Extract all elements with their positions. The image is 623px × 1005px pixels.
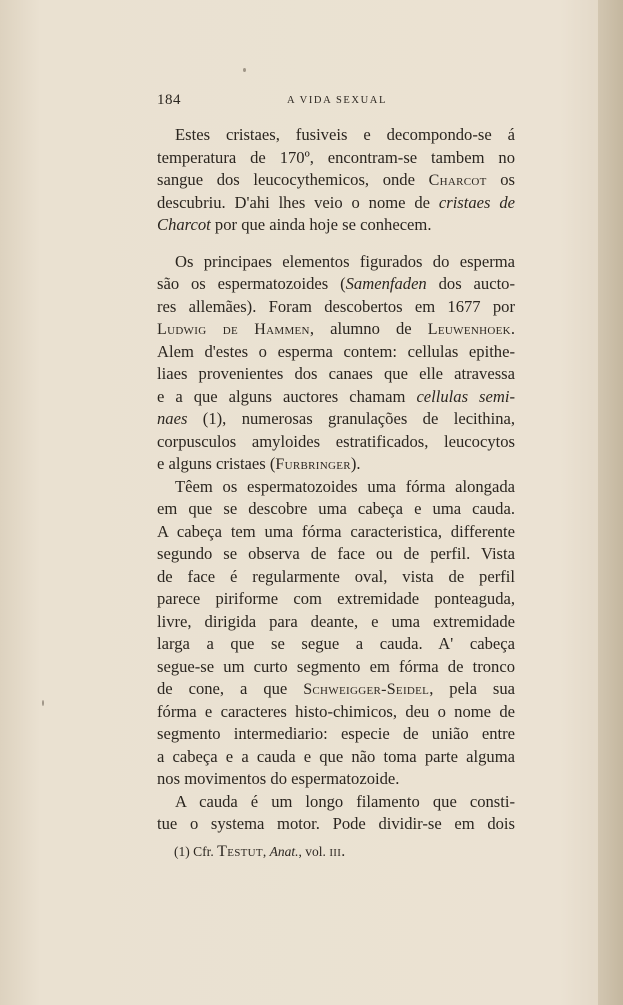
text-line: e a que alguns auctores chamam cellulas semi- — [157, 386, 515, 406]
text-line: e alguns cristaes (Furbringer). — [157, 454, 361, 473]
text-line: Os principaes elementos figurados do esperma — [175, 251, 515, 271]
text-line: sangue dos leucocythemicos, onde Charcot os — [157, 170, 516, 189]
text-line: em que se descobre uma cabeça e uma cauda. — [157, 499, 515, 518]
text-line: Têem os espermatozoides uma fórma alongada — [175, 476, 515, 496]
running-head — [157, 92, 517, 112]
paper-speck — [243, 68, 246, 72]
text-line: naes (1), numerosas granulações de lecithina, — [157, 409, 515, 428]
text-line: a cabeça e a cauda e que não toma parte alguma — [157, 746, 515, 766]
text-line: Alem d'estes o esperma contem: cellulas epithe- — [157, 341, 515, 361]
text-line: são os espermatozoides (Samenfaden dos aucto- — [157, 274, 515, 293]
text-line: descubriu. D'ahi lhes veio o nome de cristaes de — [157, 192, 515, 212]
author-name: Charcot — [428, 172, 487, 189]
text-line: nos movimentos do espermatozoide. — [157, 769, 400, 788]
author-name: Schweigger-Seidel — [303, 681, 430, 698]
text-line: Estes cristaes, fusiveis e decompondo-se á — [175, 125, 515, 144]
text-line: parece piriforme com extremidade ponteaguda, — [157, 589, 515, 608]
author-name: Ludwig de Hammen — [157, 321, 310, 338]
text-line: Ludwig de Hammen, alumno de Leuwenhoek. — [157, 319, 515, 338]
text-line: liaes provenientes dos canaes que elle atravessa — [157, 364, 515, 383]
text-line: corpusculos amyloides estratificados, leucocytos — [157, 431, 515, 451]
footnote: (1) Cfr. Testut, Anat., vol. iii. — [174, 843, 346, 860]
page-number: 184 — [157, 92, 181, 108]
paper-speck — [42, 700, 44, 706]
author-name: Leuwenhoek — [427, 321, 511, 338]
text-line: A cabeça tem uma fórma caracteristica, differente — [157, 521, 515, 541]
text-line: tue o systema motor. Pode dividir-se em dois — [157, 814, 515, 833]
text-line: livre, dirigida para deante, e uma extremidade — [157, 611, 515, 631]
page-edge — [598, 0, 623, 1005]
text-line: temperatura de 170º, encontram-se tambem no — [157, 147, 515, 167]
author-name: Furbringer — [275, 456, 351, 473]
text-line: de cone, a que Schweigger-Seidel, pela sua — [157, 679, 515, 698]
text-line: res allemães). Foram descobertos em 1677 por — [157, 296, 515, 316]
text-line: segundo se observa de face ou de perfil. Vista — [157, 544, 515, 563]
text-line: segmento intermediario: especie de união entre — [157, 724, 515, 743]
text-line: A cauda é um longo filamento que consti- — [175, 791, 515, 811]
text-line: larga a que se segue a cauda. A' cabeça — [157, 634, 515, 653]
author-name: Testut — [217, 843, 263, 860]
text-line: fórma e caracteres histo-chimicos, deu o nome de — [157, 701, 515, 721]
text-line: Charcot por que ainda hoje se conhecem. — [157, 215, 432, 234]
running-title: A VIDA SEXUAL — [287, 95, 387, 106]
text-line: segue-se um curto segmento em fórma de tronco — [157, 656, 515, 676]
text-line: de face é regularmente oval, vista de perfil — [157, 566, 515, 586]
body-text — [157, 124, 515, 836]
